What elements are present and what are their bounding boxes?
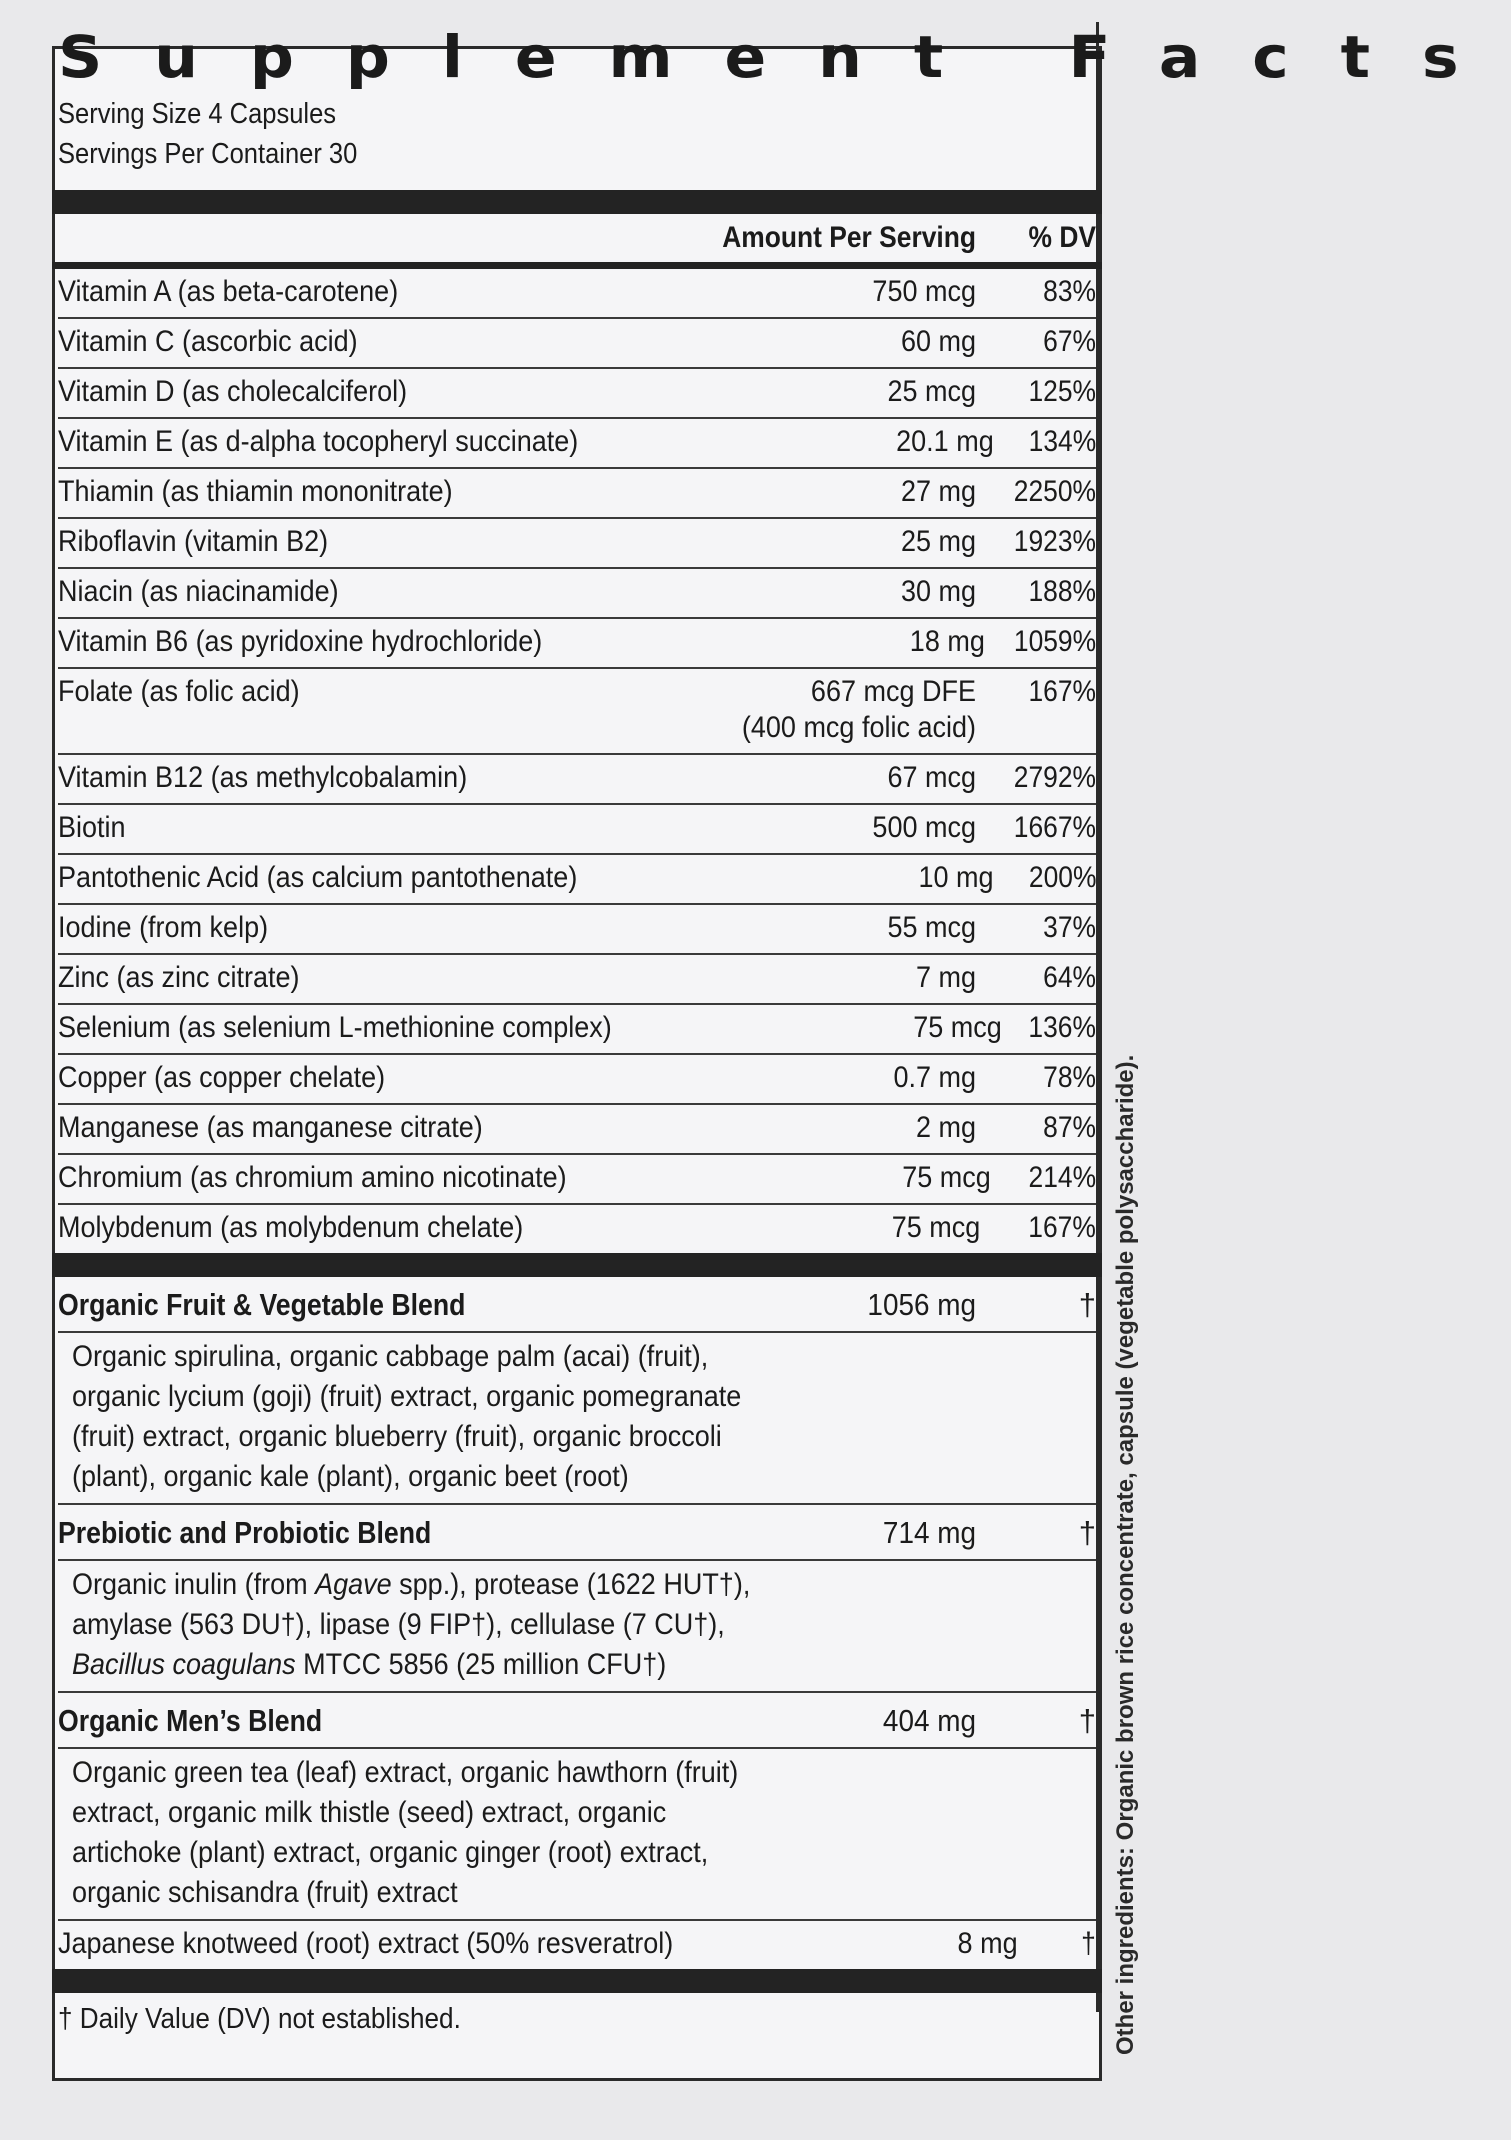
nutrient-name: Vitamin A (as beta-carotene): [58, 275, 399, 308]
medium-divider: [52, 262, 1102, 269]
blend-name: Prebiotic and Probiotic Blend: [58, 1515, 432, 1550]
blend-ingredients: [58, 1561, 1096, 1693]
nutrient-name: Folate (as folic acid): [58, 675, 300, 708]
ingredient-line: (plant), organic kale (plant), organic beet (root): [72, 1460, 629, 1493]
thick-divider: [52, 1969, 1102, 1993]
blend-ingredients: [58, 1749, 1096, 1921]
nutrient-dv: 134%: [1028, 425, 1096, 458]
nutrient-name: Manganese (as manganese citrate): [58, 1111, 483, 1144]
blend-row: [58, 1277, 1096, 1333]
nutrient-row: [58, 905, 1096, 955]
footnote: † Daily Value (DV) not established.: [58, 2003, 461, 2035]
blend-row: [58, 1505, 1096, 1561]
nutrient-name: Copper (as copper chelate): [58, 1061, 386, 1094]
nutrient-row: [58, 1105, 1096, 1155]
nutrient-dv: 136%: [1028, 1011, 1096, 1044]
other-ingredients: Other ingredients: Organic brown rice concentrate, capsule (vegetable polysaccharide).: [1112, 1054, 1139, 2055]
nutrient-dv: 87%: [1043, 1111, 1096, 1144]
nutrient-amount: 18 mg: [909, 625, 985, 658]
ingredient-name: Japanese knotweed (root) extract (50% resveratrol): [58, 1927, 674, 1960]
nutrient-row: [58, 1055, 1096, 1105]
nutrient-row: [58, 469, 1096, 519]
nutrient-list: [58, 269, 1096, 1253]
nutrient-amount: 7 mg: [915, 961, 976, 994]
nutrient-amount: 0.7 mg: [893, 1061, 976, 1094]
nutrient-amount: 20.1 mg: [896, 425, 994, 458]
ingredient-amount: 8 mg: [957, 1927, 1018, 1960]
blend-name: Organic Men’s Blend: [58, 1703, 323, 1738]
nutrient-dv: 167%: [1028, 675, 1096, 708]
nutrient-dv: 1923%: [1013, 525, 1096, 558]
nutrient-dv: 64%: [1043, 961, 1096, 994]
nutrient-row: [58, 419, 1096, 469]
blend-amount: 1056 mg: [867, 1287, 976, 1322]
nutrient-dv: 67%: [1043, 325, 1096, 358]
nutrient-amount: [598, 674, 976, 746]
serving-size: Serving Size 4 Capsules: [58, 98, 337, 130]
nutrient-amount: 27 mg: [900, 475, 976, 508]
nutrient-name: Pantothenic Acid (as calcium pantothenate): [58, 861, 578, 894]
nutrient-dv: 1667%: [1013, 811, 1096, 844]
nutrient-dv: 188%: [1028, 575, 1096, 608]
nutrient-row: [58, 319, 1096, 369]
nutrient-row: [58, 805, 1096, 855]
blend-name: Organic Fruit & Vegetable Blend: [58, 1287, 466, 1322]
nutrient-name: Biotin: [58, 811, 126, 844]
nutrient-amount: 30 mg: [900, 575, 976, 608]
nutrient-dv: 83%: [1043, 275, 1096, 308]
thick-divider: [52, 190, 1102, 214]
nutrient-row: [58, 1155, 1096, 1205]
blend-ingredients: [58, 1333, 1096, 1505]
nutrient-row: [58, 619, 1096, 669]
nutrient-amount-primary: 667 mcg DFE: [810, 675, 976, 708]
nutrient-name: Riboflavin (vitamin B2): [58, 525, 329, 558]
ingredient-line: artichoke (plant) extract, organic ginger (root) extract,: [72, 1836, 709, 1869]
column-header: [58, 214, 1096, 262]
nutrient-row: [58, 669, 1096, 755]
nutrient-name: Thiamin (as thiamin mononitrate): [58, 475, 453, 508]
ingredient-line: organic lycium (goji) (fruit) extract, organic pomegranate: [72, 1380, 742, 1413]
blend-dv: †: [1078, 1703, 1096, 1738]
nutrient-row: [58, 755, 1096, 805]
nutrient-row: [58, 1005, 1096, 1055]
nutrient-name: Zinc (as zinc citrate): [58, 961, 300, 994]
nutrient-dv: 78%: [1043, 1061, 1096, 1094]
servings-per-container: Servings Per Container 30: [58, 138, 358, 170]
nutrient-name: Chromium (as chromium amino nicotinate): [58, 1161, 567, 1194]
nutrient-dv: 1059%: [1013, 625, 1096, 658]
nutrient-amount: 75 mcg: [891, 1211, 981, 1244]
nutrient-name: Vitamin E (as d-alpha tocopheryl succinate): [58, 425, 579, 458]
nutrient-dv: 167%: [1028, 1211, 1096, 1244]
dv-header: % DV: [1028, 221, 1096, 254]
blend-dv: †: [1078, 1287, 1096, 1322]
blend-amount: 404 mg: [882, 1703, 976, 1738]
blend-amount: 714 mg: [882, 1515, 976, 1550]
nutrient-amount: 67 mcg: [887, 761, 976, 794]
nutrient-amount: 55 mcg: [887, 911, 976, 944]
nutrient-dv: 37%: [1043, 911, 1096, 944]
ingredient-line: extract, organic milk thistle (seed) extract, organic: [72, 1796, 667, 1829]
ingredient-line: Organic green tea (leaf) extract, organic hawthorn (fruit): [72, 1756, 739, 1789]
extra-ingredient-row: [58, 1921, 1096, 1969]
nutrient-name: Niacin (as niacinamide): [58, 575, 339, 608]
nutrient-row: [58, 519, 1096, 569]
nutrient-row: [58, 855, 1096, 905]
nutrient-name: Vitamin D (as cholecalciferol): [58, 375, 408, 408]
nutrient-amount: 25 mg: [900, 525, 976, 558]
nutrient-amount: 750 mcg: [872, 275, 976, 308]
nutrient-dv: 2250%: [1013, 475, 1096, 508]
nutrient-name: Iodine (from kelp): [58, 911, 269, 944]
nutrient-amount: 2 mg: [915, 1111, 976, 1144]
ingredient-line: Organic spirulina, organic cabbage palm (acai) (fruit),: [72, 1340, 709, 1373]
nutrient-amount: 500 mcg: [872, 811, 976, 844]
nutrient-dv: 200%: [1028, 861, 1096, 894]
ingredient-dv: †: [1081, 1927, 1096, 1960]
ingredient-line: Organic inulin (from Agave spp.), protease (1622 HUT†),: [72, 1568, 751, 1601]
nutrient-dv: 125%: [1028, 375, 1096, 408]
nutrient-row: [58, 955, 1096, 1005]
amount-header: Amount Per Serving: [722, 221, 976, 254]
nutrient-name: Vitamin C (ascorbic acid): [58, 325, 358, 358]
nutrient-name: Molybdenum (as molybdenum chelate): [58, 1211, 524, 1244]
nutrient-row: [58, 569, 1096, 619]
nutrient-name: Selenium (as selenium L-methionine complex): [58, 1011, 612, 1044]
nutrient-amount: 60 mg: [900, 325, 976, 358]
blend-row: [58, 1693, 1096, 1749]
ingredient-line: (fruit) extract, organic blueberry (fruit), organic broccoli: [72, 1420, 722, 1453]
nutrient-name: Vitamin B6 (as pyridoxine hydrochloride): [58, 625, 543, 658]
thick-divider: [52, 1253, 1102, 1277]
nutrient-amount-secondary: (400 mcg folic acid): [741, 711, 976, 744]
ingredient-line: organic schisandra (fruit) extract: [72, 1876, 458, 1909]
nutrient-row: [58, 269, 1096, 319]
panel-title: Supplement Facts: [58, 23, 1511, 91]
blend-dv: †: [1078, 1515, 1096, 1550]
nutrient-amount: 75 mcg: [902, 1161, 991, 1194]
nutrient-row: [58, 369, 1096, 419]
nutrient-dv: 2792%: [1013, 761, 1096, 794]
nutrient-amount: 10 mg: [918, 861, 994, 894]
ingredient-line: amylase (563 DU†), lipase (9 FIP†), cellulase (7 CU†),: [72, 1608, 725, 1641]
ingredient-line: Bacillus coagulans MTCC 5856 (25 million CFU†): [72, 1648, 667, 1681]
nutrient-name: Vitamin B12 (as methylcobalamin): [58, 761, 468, 794]
nutrient-row: [58, 1205, 1096, 1253]
nutrient-amount: 25 mcg: [887, 375, 976, 408]
nutrient-dv: 214%: [1028, 1161, 1096, 1194]
nutrient-amount: 75 mcg: [913, 1011, 1003, 1044]
